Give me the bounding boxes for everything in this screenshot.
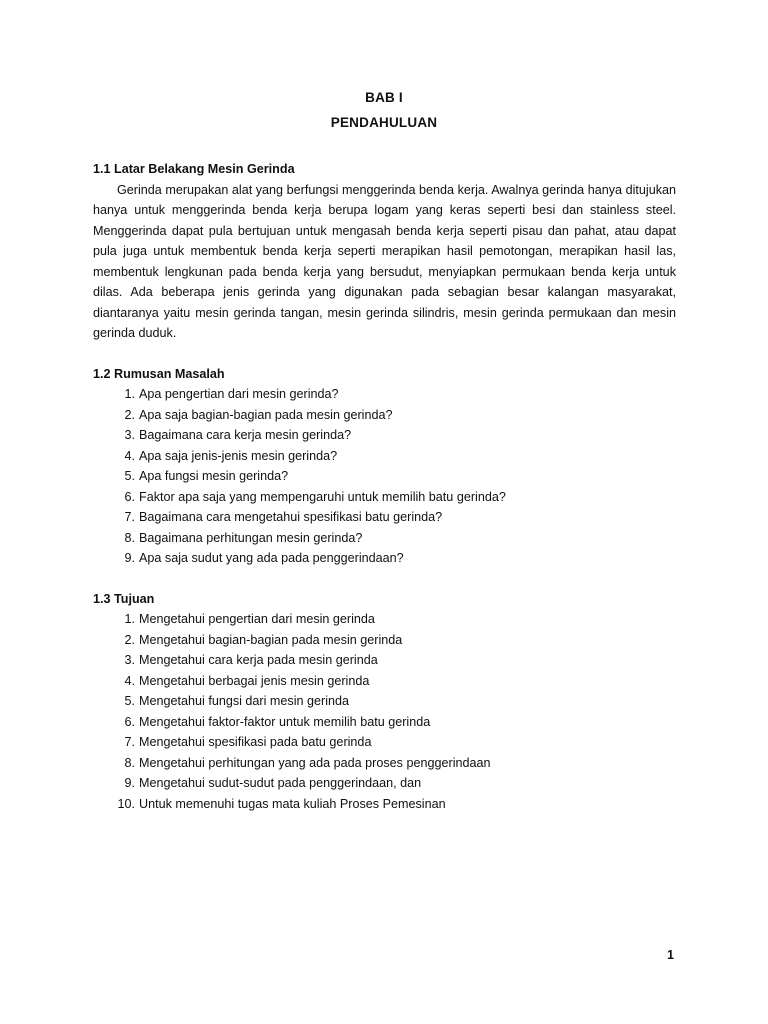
list-text: Mengetahui perhitungan yang ada pada proses penggerindaan — [139, 755, 491, 770]
list-number: 1. — [124, 387, 135, 401]
list-text: Untuk memenuhi tugas mata kuliah Proses Pemesinan — [139, 796, 446, 811]
list-item — [93, 507, 676, 528]
list-number: 5. — [124, 469, 135, 483]
list-item — [93, 528, 676, 549]
list-number: 6. — [124, 714, 135, 729]
spacer — [93, 344, 676, 364]
list-item — [93, 671, 676, 692]
list-item — [93, 425, 676, 446]
list-item — [93, 609, 676, 630]
chapter-number: BAB I — [365, 90, 403, 105]
chapter-title: PENDAHULUAN — [330, 115, 438, 130]
spacer — [93, 569, 676, 589]
list-number: 3. — [124, 653, 135, 667]
list-text: Mengetahui cara kerja pada mesin gerinda — [139, 653, 378, 667]
list-number: 10. — [117, 796, 135, 811]
list-number: 6. — [124, 489, 135, 504]
list-text: Mengetahui berbagai jenis mesin gerinda — [139, 673, 370, 688]
list-number: 4. — [124, 673, 135, 688]
list-item — [93, 753, 676, 774]
section-heading-problem-formulation: 1.2 Rumusan Masalah — [93, 366, 225, 381]
list-item — [93, 405, 676, 426]
list-number: 9. — [124, 551, 135, 565]
list-number: 8. — [124, 530, 135, 545]
list-text: Bagaimana cara mengetahui spesifikasi batu gerinda? — [139, 510, 443, 524]
list-text: Bagaimana cara kerja mesin gerinda? — [139, 428, 352, 442]
list-text: Apa saja jenis-jenis mesin gerinda? — [139, 448, 338, 463]
list-text: Apa saja bagian-bagian pada mesin gerinda? — [139, 407, 393, 422]
section-heading-objectives: 1.3 Tujuan — [93, 591, 155, 606]
list-number: 5. — [124, 694, 135, 708]
list-item — [93, 712, 676, 733]
list-item — [93, 794, 676, 815]
list-item — [93, 650, 676, 671]
list-text: Bagaimana perhitungan mesin gerinda? — [139, 530, 363, 545]
list-item — [93, 548, 676, 569]
list-item — [93, 630, 676, 651]
list-text: Apa pengertian dari mesin gerinda? — [139, 387, 339, 401]
objectives-list — [93, 609, 676, 814]
list-item — [93, 466, 676, 487]
list-item — [93, 446, 676, 467]
list-number: 2. — [124, 407, 135, 422]
list-item — [93, 487, 676, 508]
background-paragraph: Gerinda merupakan alat yang berfungsi menggerinda benda kerja. Awalnya gerinda hanya ditujukan hanya untuk menggerinda benda kerja berupa logam yang keras seperti besi dan stainless steel. Menggerinda dapat pula bertujuan untuk mengasah benda kerja seperti pisau dan pahat, atau dapat pula juga untuk membentuk benda kerja seperti merapikan hasil pemotongan, merapikan hasil las, membentuk lengkunan pada benda kerja yang bersudut, menyiapkan permukaan benda kerja untuk dilas. Ada beberapa jenis gerinda yang digunakan pada sebagian besar kalangan masyarakat, diantaranya yaitu mesin gerinda tangan, mesin gerinda silindris, mesin gerinda permukaan dan mesin gerinda duduk. — [93, 182, 676, 340]
list-text: Mengetahui sudut-sudut pada penggerindaan, dan — [139, 776, 422, 790]
list-text: Mengetahui bagian-bagian pada mesin gerinda — [139, 632, 403, 647]
list-number: 3. — [124, 428, 135, 442]
list-item — [93, 691, 676, 712]
list-text: Mengetahui spesifikasi pada batu gerinda — [139, 735, 372, 749]
list-number: 9. — [124, 776, 135, 790]
page-number: 1 — [666, 948, 674, 962]
list-number: 4. — [124, 448, 135, 463]
list-number: 1. — [124, 612, 135, 626]
list-item — [93, 384, 676, 405]
list-item — [93, 773, 676, 794]
list-text: Mengetahui faktor-faktor untuk memilih batu gerinda — [139, 714, 431, 729]
document-body — [93, 159, 676, 814]
list-number: 2. — [124, 632, 135, 647]
list-text: Mengetahui fungsi dari mesin gerinda — [139, 694, 350, 708]
list-number: 7. — [124, 510, 135, 524]
list-number: 7. — [124, 735, 135, 749]
list-text: Apa saja sudut yang ada pada penggerindaan? — [139, 551, 404, 565]
problem-list — [93, 384, 676, 569]
list-text: Mengetahui pengertian dari mesin gerinda — [139, 612, 375, 626]
list-item — [93, 732, 676, 753]
list-text: Apa fungsi mesin gerinda? — [139, 469, 289, 483]
list-number: 8. — [124, 755, 135, 770]
list-text: Faktor apa saja yang mempengaruhi untuk memilih batu gerinda? — [139, 489, 506, 504]
section-heading-background: 1.1 Latar Belakang Mesin Gerinda — [93, 162, 295, 176]
